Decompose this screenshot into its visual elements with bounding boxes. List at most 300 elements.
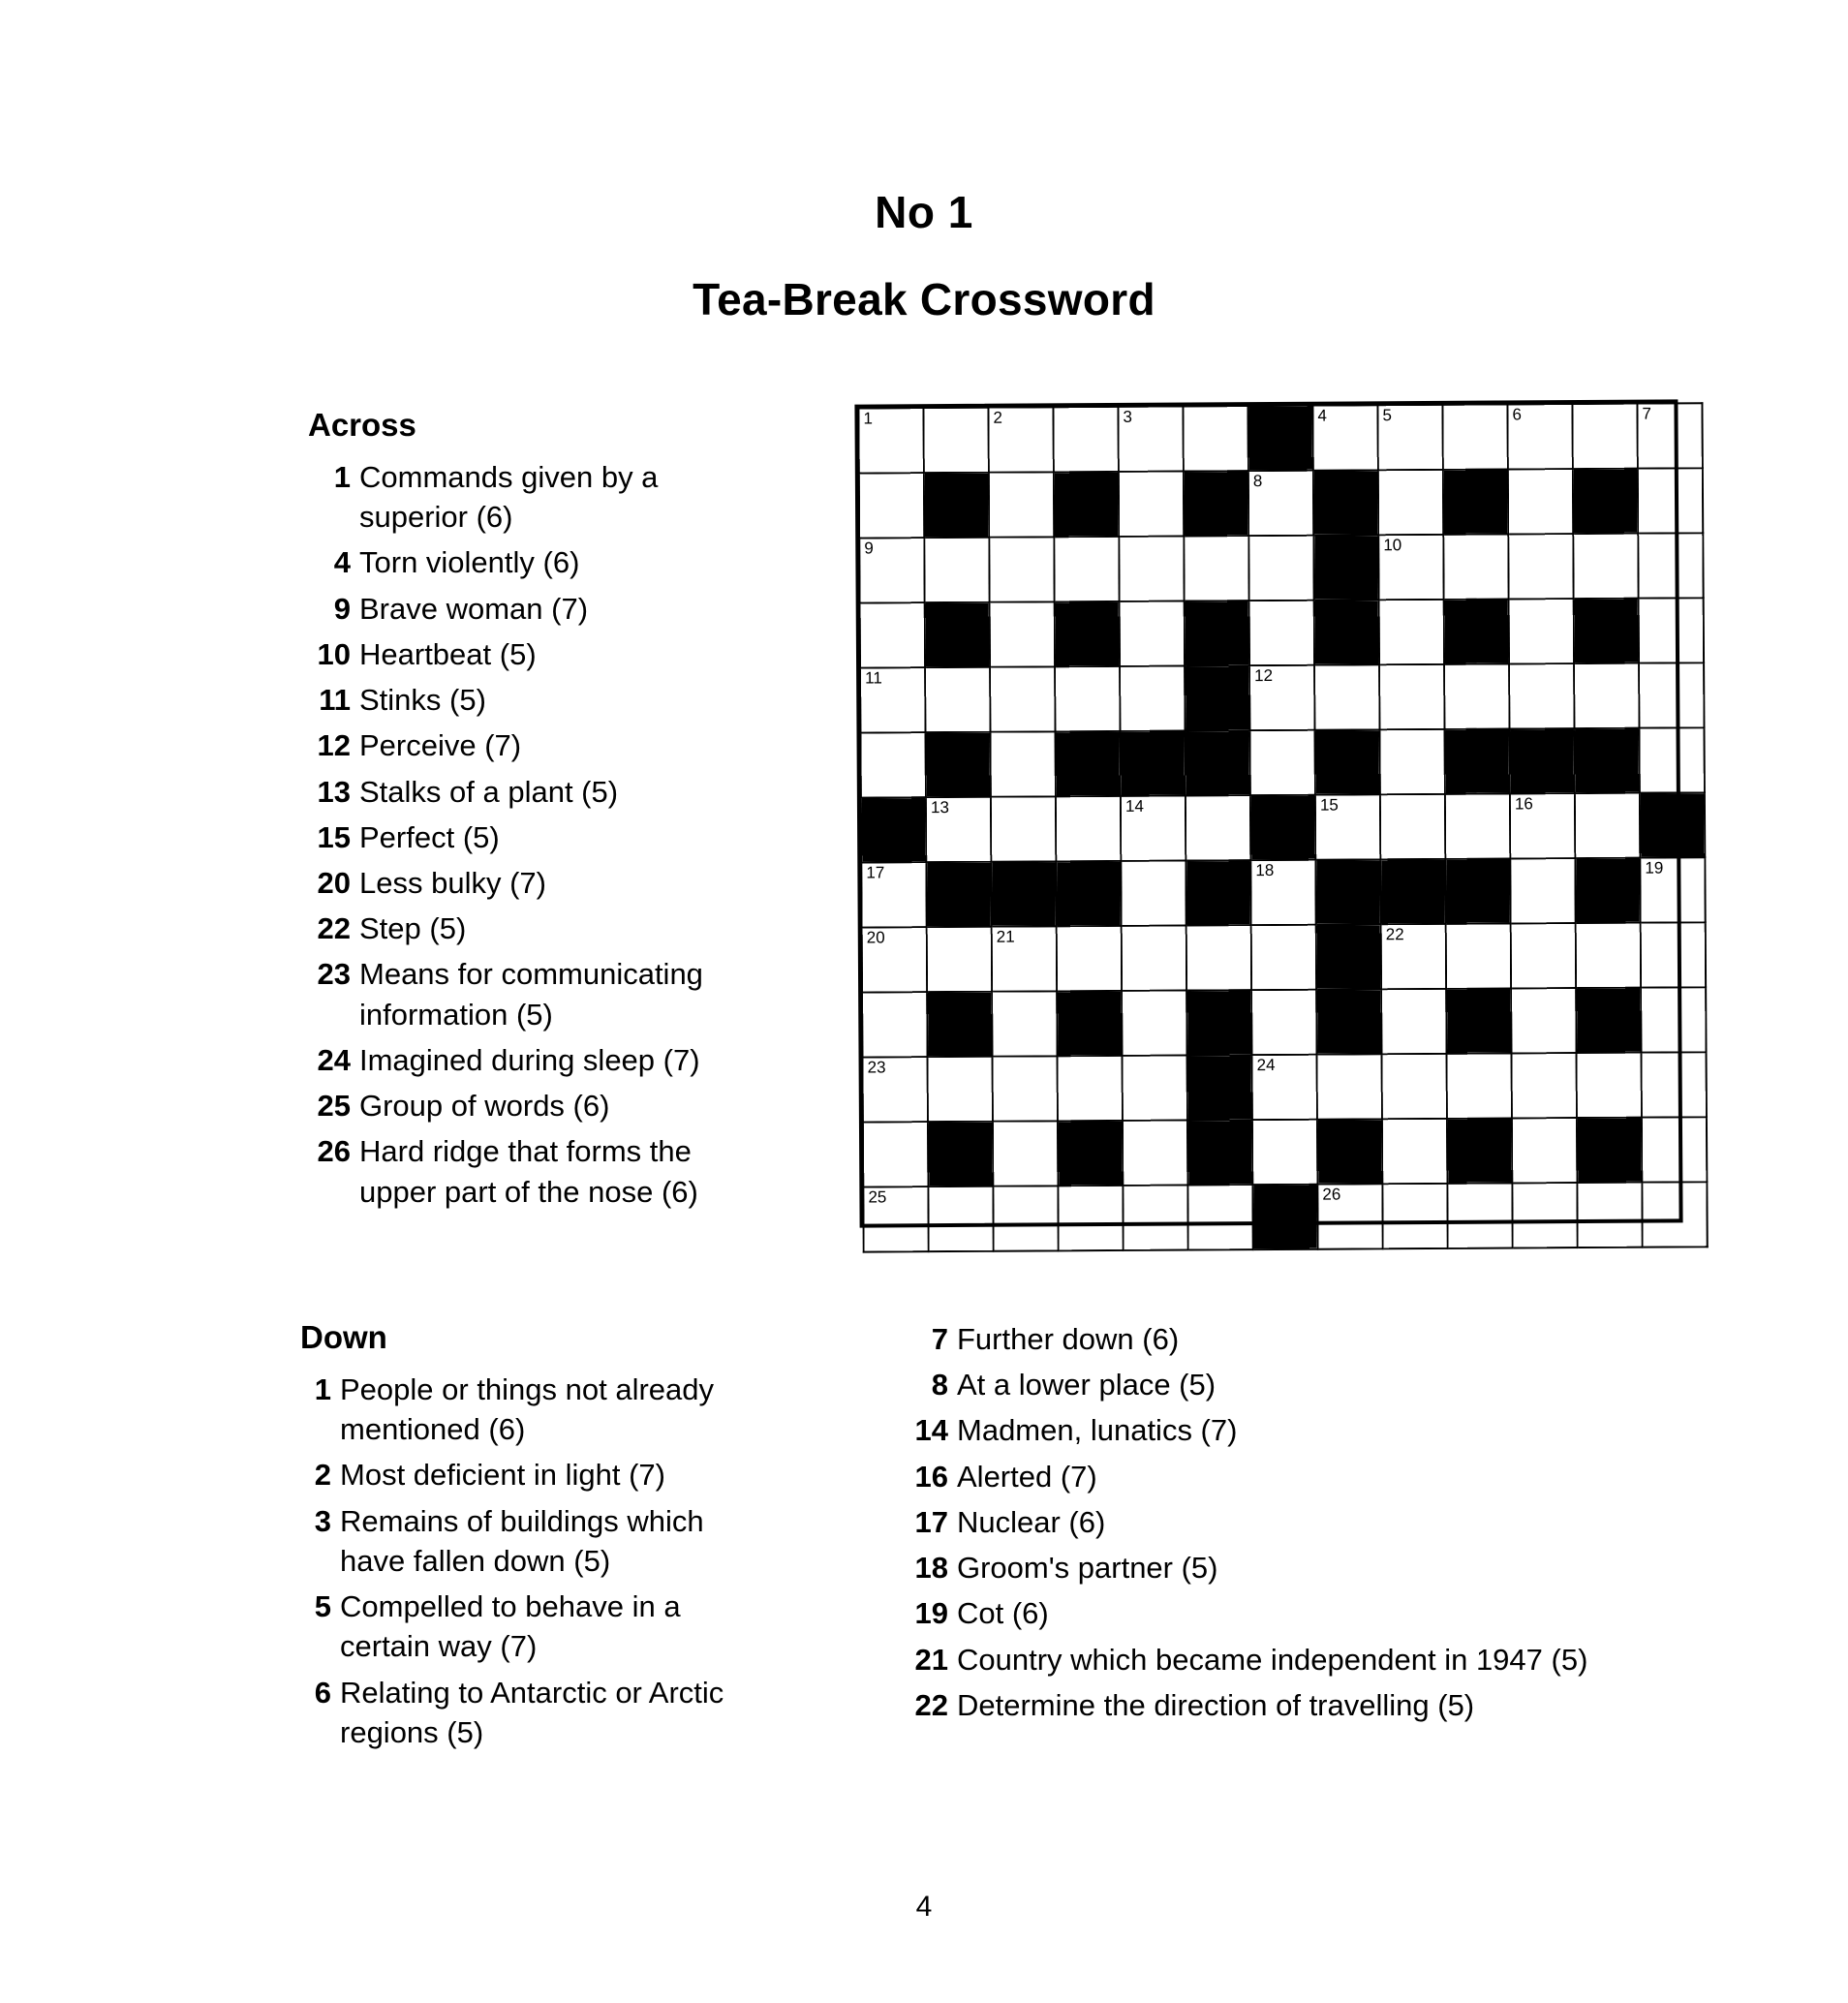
grid-cell-block bbox=[1447, 1118, 1512, 1183]
grid-cell[interactable] bbox=[1122, 926, 1186, 991]
clue-item bbox=[308, 457, 773, 537]
grid-cell[interactable] bbox=[1511, 923, 1576, 988]
grid-cell-number: 20 bbox=[866, 928, 885, 947]
grid-cell[interactable] bbox=[1639, 663, 1704, 727]
grid-cell[interactable] bbox=[1058, 1186, 1123, 1250]
grid-cell[interactable] bbox=[1184, 536, 1248, 601]
grid-cell-block bbox=[1185, 730, 1249, 795]
clue-text: Less bulky (7) bbox=[359, 865, 546, 900]
across-clues-section bbox=[308, 407, 773, 1217]
grid-cell[interactable] bbox=[1249, 601, 1314, 665]
grid-cell-number: 13 bbox=[930, 798, 949, 817]
grid-row bbox=[860, 598, 1704, 667]
clue-item bbox=[906, 1502, 1709, 1542]
clue-item bbox=[308, 1086, 773, 1125]
grid-cell-block bbox=[1120, 731, 1185, 796]
grid-cell[interactable] bbox=[1123, 1186, 1187, 1250]
grid-cell-number: 23 bbox=[867, 1058, 886, 1077]
clue-number: 10 bbox=[317, 636, 351, 671]
grid-cell-block bbox=[1186, 990, 1251, 1055]
grid-cell[interactable] bbox=[990, 731, 1055, 796]
grid-cell-number: 15 bbox=[1319, 795, 1339, 815]
clue-number: 13 bbox=[317, 774, 351, 809]
grid-row bbox=[860, 727, 1704, 797]
grid-cell[interactable] bbox=[1577, 1183, 1642, 1248]
clue-number: 22 bbox=[914, 1687, 948, 1722]
clue-number: 7 bbox=[931, 1322, 948, 1356]
grid-cell-block bbox=[1577, 1118, 1642, 1183]
clue-item bbox=[308, 1040, 773, 1080]
grid-cell[interactable] bbox=[1379, 664, 1444, 729]
grid-cell[interactable] bbox=[1507, 404, 1572, 469]
grid-cell[interactable] bbox=[1317, 1054, 1382, 1119]
grid-cell[interactable] bbox=[1380, 794, 1445, 859]
clue-number: 14 bbox=[914, 1413, 948, 1448]
grid-cell[interactable] bbox=[1446, 923, 1511, 988]
grid-cell[interactable] bbox=[1186, 795, 1250, 860]
grid-cell-number: 4 bbox=[1317, 406, 1328, 425]
clue-number: 4 bbox=[333, 545, 351, 580]
grid-cell-block bbox=[1250, 795, 1315, 860]
grid-cell[interactable] bbox=[1379, 729, 1444, 794]
clue-item bbox=[308, 863, 773, 903]
grid-cell-number: 14 bbox=[1124, 796, 1144, 816]
grid-cell-block bbox=[1187, 1120, 1252, 1185]
grid-cell[interactable] bbox=[1055, 666, 1120, 731]
grid-cell[interactable] bbox=[1378, 470, 1443, 535]
grid-row bbox=[861, 792, 1705, 862]
clue-item bbox=[906, 1365, 1709, 1404]
clue-number: 25 bbox=[317, 1089, 351, 1124]
grid-cell[interactable] bbox=[1641, 922, 1706, 987]
grid-cell[interactable] bbox=[1248, 536, 1313, 601]
grid-cell-number: 7 bbox=[1642, 404, 1652, 423]
grid-row bbox=[863, 1182, 1707, 1251]
grid-cell[interactable] bbox=[1119, 472, 1184, 537]
grid-cell[interactable] bbox=[858, 408, 923, 473]
grid-cell[interactable] bbox=[1447, 1183, 1512, 1248]
grid-cell-block bbox=[928, 1122, 993, 1186]
clue-text: Heartbeat (5) bbox=[359, 636, 537, 671]
grid-cell-block bbox=[1187, 1055, 1252, 1120]
grid-cell-number: 24 bbox=[1256, 1055, 1276, 1075]
grid-cell-number: 3 bbox=[1123, 407, 1133, 426]
grid-cell-number: 26 bbox=[1322, 1185, 1341, 1204]
grid-cell-block bbox=[1380, 859, 1445, 924]
grid-cell[interactable] bbox=[862, 927, 927, 992]
clue-number: 11 bbox=[319, 683, 351, 718]
clue-item bbox=[308, 589, 773, 629]
clue-item bbox=[308, 1131, 773, 1211]
grid-cell-block bbox=[1576, 988, 1641, 1053]
grid-cell[interactable] bbox=[1118, 407, 1183, 472]
grid-cell[interactable] bbox=[863, 1122, 928, 1186]
grid-cell[interactable] bbox=[860, 732, 925, 797]
grid-cell-number: 11 bbox=[865, 668, 882, 688]
clue-number: 8 bbox=[931, 1368, 948, 1402]
clue-text: Torn violently (6) bbox=[359, 545, 580, 580]
clue-text: Perceive (7) bbox=[359, 728, 522, 763]
grid-cell[interactable] bbox=[1447, 1053, 1512, 1118]
grid-cell-block bbox=[1316, 989, 1381, 1054]
clue-item bbox=[906, 1593, 1709, 1633]
grid-cell[interactable] bbox=[993, 1056, 1058, 1121]
clue-item bbox=[308, 725, 773, 765]
grid-row bbox=[862, 987, 1706, 1057]
clue-item bbox=[308, 772, 773, 812]
crossword-grid[interactable] bbox=[857, 402, 1679, 1224]
clue-item bbox=[308, 634, 773, 674]
grid-cell[interactable] bbox=[860, 602, 925, 667]
grid-cell-block bbox=[927, 992, 992, 1057]
grid-cell-block bbox=[1574, 599, 1639, 663]
grid-cell-block bbox=[1313, 470, 1378, 535]
grid-cell[interactable] bbox=[1640, 857, 1705, 922]
grid-cell[interactable] bbox=[992, 991, 1057, 1056]
clue-number: 21 bbox=[914, 1642, 948, 1677]
grid-cell-block bbox=[1185, 601, 1249, 665]
grid-cell[interactable] bbox=[1510, 793, 1575, 858]
grid-cell-block bbox=[1247, 406, 1312, 471]
grid-cell[interactable] bbox=[1576, 923, 1641, 988]
grid-cell[interactable] bbox=[1572, 404, 1637, 469]
grid-row bbox=[863, 1052, 1707, 1122]
grid-cell[interactable] bbox=[1249, 665, 1314, 730]
clue-text: People or things not already mentioned (6) bbox=[340, 1372, 715, 1447]
clue-text: Country which became independent in 1947 (5) bbox=[957, 1642, 1588, 1677]
grid-cell[interactable] bbox=[1574, 663, 1639, 728]
grid-cell-block bbox=[1444, 728, 1509, 793]
grid-cell[interactable] bbox=[928, 1057, 993, 1122]
grid-cell[interactable] bbox=[928, 1186, 993, 1251]
grid-cell-block bbox=[1446, 988, 1511, 1053]
grid-cell[interactable] bbox=[989, 537, 1054, 601]
clue-text: Madmen, lunatics (7) bbox=[957, 1413, 1238, 1448]
grid-cell[interactable] bbox=[1573, 534, 1638, 599]
clue-item bbox=[300, 1587, 755, 1666]
clue-text: Compelled to behave in a certain way (7) bbox=[340, 1589, 681, 1664]
clue-text: Relating to Antarctic or Arctic regions (5) bbox=[340, 1675, 724, 1749]
grid-row bbox=[860, 663, 1704, 732]
clue-text: Imagined during sleep (7) bbox=[359, 1042, 700, 1077]
grid-cell-number: 25 bbox=[868, 1187, 887, 1207]
grid-cell[interactable] bbox=[1510, 858, 1575, 923]
clue-item bbox=[906, 1640, 1709, 1679]
grid-cell[interactable] bbox=[1508, 534, 1573, 599]
grid-cell[interactable] bbox=[1443, 534, 1508, 599]
grid-cell[interactable] bbox=[863, 1057, 928, 1122]
grid-cell-number: 18 bbox=[1255, 860, 1275, 880]
grid-cell[interactable] bbox=[1186, 925, 1251, 990]
grid-cell-block bbox=[1313, 535, 1378, 600]
grid-cell[interactable] bbox=[1317, 1184, 1382, 1248]
grid-cell[interactable] bbox=[1639, 727, 1704, 792]
clue-number: 19 bbox=[914, 1596, 948, 1631]
grid-cell-block bbox=[925, 732, 990, 797]
grid-cell-block bbox=[1184, 471, 1248, 536]
grid-cell-number: 1 bbox=[863, 409, 874, 428]
down-heading: Down bbox=[300, 1319, 387, 1355]
clue-text: Remains of buildings which have fallen down (5) bbox=[340, 1503, 704, 1578]
down-clue-list-column-2 bbox=[906, 1319, 1709, 1725]
clue-number: 2 bbox=[314, 1458, 331, 1493]
grid-row bbox=[859, 533, 1703, 602]
grid-cell-number: 8 bbox=[1252, 472, 1263, 491]
grid-cell[interactable] bbox=[1382, 1054, 1447, 1119]
grid-cell-block bbox=[1056, 861, 1121, 926]
grid-cell-block bbox=[1314, 600, 1379, 664]
grid-cell[interactable] bbox=[1057, 926, 1122, 991]
page-number: 4 bbox=[915, 1891, 933, 1923]
grid-cell[interactable] bbox=[1512, 1053, 1577, 1118]
grid-cell[interactable] bbox=[1252, 1055, 1317, 1120]
grid-cell-block bbox=[991, 861, 1056, 926]
clue-text: Cot (6) bbox=[957, 1596, 1049, 1631]
across-clue-list bbox=[308, 457, 773, 1212]
clue-text: Determine the direction of travelling (5) bbox=[957, 1687, 1475, 1722]
grid-cell-number: 5 bbox=[1382, 406, 1393, 425]
grid-cell[interactable] bbox=[1642, 1182, 1707, 1247]
grid-cell[interactable] bbox=[1121, 796, 1186, 861]
grid-cell-block bbox=[1509, 728, 1574, 793]
grid-cell-number: 10 bbox=[1383, 536, 1402, 555]
clue-item bbox=[300, 1370, 755, 1449]
grid-cell[interactable] bbox=[1120, 601, 1185, 666]
clue-item bbox=[906, 1685, 1709, 1725]
clue-number: 12 bbox=[317, 728, 351, 763]
grid-cell[interactable] bbox=[1575, 793, 1640, 858]
grid-cell[interactable] bbox=[1252, 1120, 1317, 1185]
clue-item bbox=[300, 1501, 755, 1581]
grid-cell[interactable] bbox=[1381, 924, 1446, 989]
grid-cell-block bbox=[1054, 472, 1119, 537]
grid-cell[interactable] bbox=[860, 667, 925, 732]
clue-text: Brave woman (7) bbox=[359, 591, 589, 626]
grid-cell[interactable] bbox=[1577, 1053, 1642, 1118]
grid-cell[interactable] bbox=[1642, 1117, 1707, 1182]
clue-text: Group of words (6) bbox=[359, 1089, 610, 1124]
grid-cell-number: 9 bbox=[864, 539, 874, 558]
clue-item bbox=[300, 1455, 755, 1495]
grid-cell[interactable] bbox=[1315, 794, 1380, 859]
grid-cell[interactable] bbox=[1442, 404, 1507, 469]
clue-item bbox=[906, 1548, 1709, 1587]
grid-cell[interactable] bbox=[1512, 1183, 1577, 1248]
grid-cell-block bbox=[1444, 599, 1509, 663]
grid-cell-block bbox=[1055, 601, 1120, 666]
grid-cell[interactable] bbox=[993, 1186, 1058, 1250]
grid-cell-block bbox=[1314, 729, 1379, 794]
grid-cell[interactable] bbox=[1120, 666, 1185, 731]
down-clues-section bbox=[300, 1319, 755, 1758]
grid-cell[interactable] bbox=[863, 1186, 928, 1251]
grid-cell[interactable] bbox=[1187, 1185, 1252, 1249]
grid-cell[interactable] bbox=[1123, 1121, 1187, 1186]
clue-number: 18 bbox=[914, 1551, 948, 1586]
clue-item bbox=[906, 1410, 1709, 1450]
clue-item bbox=[308, 954, 773, 1033]
grid-cell-block bbox=[924, 473, 989, 538]
clue-number: 3 bbox=[314, 1503, 331, 1538]
grid-cell[interactable] bbox=[1122, 991, 1186, 1056]
grid-cell-number: 6 bbox=[1512, 405, 1523, 424]
clue-number: 6 bbox=[314, 1675, 331, 1710]
grid-cell[interactable] bbox=[1123, 1056, 1187, 1121]
grid-cell[interactable] bbox=[1378, 535, 1443, 600]
grid-cell[interactable] bbox=[1641, 987, 1706, 1052]
grid-cell[interactable] bbox=[1637, 403, 1702, 468]
page-title: Tea-Break Crossword bbox=[693, 274, 1155, 324]
clue-text: Nuclear (6) bbox=[957, 1504, 1106, 1539]
grid-cell[interactable] bbox=[1249, 730, 1314, 795]
clue-text: Step (5) bbox=[359, 911, 467, 946]
grid-cell[interactable] bbox=[1183, 406, 1247, 471]
grid-cell[interactable] bbox=[923, 408, 988, 473]
clue-item bbox=[308, 909, 773, 948]
grid-cell-block bbox=[1443, 469, 1508, 534]
grid-cell-block bbox=[1315, 859, 1380, 924]
down-clue-list-column-1 bbox=[300, 1370, 755, 1752]
grid-cell-block bbox=[1055, 731, 1120, 796]
clue-item bbox=[308, 680, 773, 720]
clue-text: Commands given by a superior (6) bbox=[359, 460, 659, 535]
clue-item bbox=[300, 1673, 755, 1752]
clue-number: 1 bbox=[314, 1372, 331, 1406]
clue-item bbox=[906, 1319, 1709, 1359]
grid-cell[interactable] bbox=[1639, 598, 1704, 663]
grid-cell[interactable] bbox=[859, 538, 924, 602]
grid-cell-block bbox=[1317, 1119, 1382, 1184]
grid-cell-number: 19 bbox=[1645, 858, 1664, 878]
grid-cell[interactable] bbox=[1248, 471, 1313, 536]
clue-text: Stalks of a plant (5) bbox=[359, 774, 619, 809]
grid-cell[interactable] bbox=[990, 601, 1055, 666]
grid-cell[interactable] bbox=[991, 796, 1056, 861]
grid-row bbox=[859, 468, 1703, 538]
grid-cell[interactable] bbox=[925, 667, 990, 732]
clue-number: 9 bbox=[333, 591, 351, 626]
grid-cell-block bbox=[1445, 858, 1510, 923]
grid-cell[interactable] bbox=[1379, 600, 1444, 664]
grid-cell[interactable] bbox=[1382, 1119, 1447, 1184]
clue-number: 15 bbox=[317, 819, 351, 854]
clue-number: 1 bbox=[333, 460, 351, 494]
clue-number: 20 bbox=[317, 865, 351, 900]
grid-cell[interactable] bbox=[924, 538, 989, 602]
grid-cell[interactable] bbox=[1508, 469, 1573, 534]
grid-cell[interactable] bbox=[1382, 1184, 1447, 1248]
grid-cell[interactable] bbox=[1377, 405, 1442, 470]
grid-row bbox=[863, 1117, 1707, 1186]
grid-cell-number: 17 bbox=[866, 863, 885, 882]
grid-cell[interactable] bbox=[989, 472, 1054, 537]
grid-cell[interactable] bbox=[1638, 533, 1703, 598]
grid-row bbox=[858, 403, 1702, 473]
grid-cell[interactable] bbox=[1314, 664, 1379, 729]
grid-cell-block bbox=[1316, 924, 1381, 989]
grid-cell-block bbox=[1575, 858, 1640, 923]
grid-cell[interactable] bbox=[1511, 988, 1576, 1053]
clue-item bbox=[308, 542, 773, 582]
clue-text: Groom's partner (5) bbox=[957, 1551, 1218, 1586]
grid-row bbox=[861, 857, 1705, 927]
grid-cell[interactable] bbox=[1512, 1118, 1577, 1183]
across-heading: Across bbox=[308, 407, 416, 443]
clue-text: Stinks (5) bbox=[359, 683, 486, 718]
grid-cell[interactable] bbox=[1509, 599, 1574, 663]
clue-text: Perfect (5) bbox=[359, 819, 500, 854]
grid-cell-number: 21 bbox=[996, 927, 1015, 946]
grid-cell[interactable] bbox=[1251, 925, 1316, 990]
grid-cell[interactable] bbox=[1056, 796, 1121, 861]
clue-text: At a lower place (5) bbox=[957, 1368, 1217, 1402]
clue-number: 17 bbox=[914, 1504, 948, 1539]
grid-cell-block bbox=[1057, 991, 1122, 1056]
clue-number: 24 bbox=[317, 1042, 351, 1077]
grid-cell[interactable] bbox=[1119, 537, 1184, 601]
grid-cell-block bbox=[1252, 1185, 1317, 1249]
clue-number: 22 bbox=[317, 911, 351, 946]
clue-text: Alerted (7) bbox=[957, 1459, 1097, 1494]
grid-cell-block bbox=[925, 602, 990, 667]
grid-cell[interactable] bbox=[859, 473, 924, 538]
down-clues-section-continued bbox=[906, 1319, 1709, 1731]
grid-cell[interactable] bbox=[1312, 405, 1377, 470]
grid-cell[interactable] bbox=[1250, 860, 1315, 925]
clue-text: Most deficient in light (7) bbox=[340, 1458, 665, 1493]
clue-text: Hard ridge that forms the upper part of the nose (6) bbox=[359, 1134, 698, 1209]
grid-cell[interactable] bbox=[926, 797, 991, 862]
grid-cell[interactable] bbox=[1054, 537, 1119, 601]
grid-cell-block bbox=[1058, 1121, 1123, 1186]
grid-cell[interactable] bbox=[990, 666, 1055, 731]
grid-cell-number: 12 bbox=[1254, 665, 1274, 686]
clue-item bbox=[308, 817, 773, 857]
grid-cell[interactable] bbox=[1444, 663, 1509, 728]
grid-cell[interactable] bbox=[927, 927, 992, 992]
grid-cell-block bbox=[1573, 469, 1638, 534]
grid-cell[interactable] bbox=[1053, 407, 1118, 472]
clue-number: 5 bbox=[314, 1589, 331, 1624]
clue-number: 23 bbox=[317, 957, 351, 992]
grid-cell[interactable] bbox=[1445, 793, 1510, 858]
grid-cell-block bbox=[1640, 792, 1705, 857]
grid-cell[interactable] bbox=[993, 1121, 1058, 1186]
clue-item bbox=[906, 1457, 1709, 1496]
grid-cell[interactable] bbox=[861, 862, 926, 927]
grid-cell-number: 2 bbox=[993, 408, 1003, 427]
clue-text: Means for communicating information (5) bbox=[359, 957, 703, 1032]
grid-cell[interactable] bbox=[1121, 861, 1186, 926]
grid-cell[interactable] bbox=[1638, 468, 1703, 533]
grid-cell[interactable] bbox=[1251, 990, 1316, 1055]
grid-cell[interactable] bbox=[992, 926, 1057, 991]
grid-cell-number: 22 bbox=[1385, 925, 1404, 944]
grid-cell[interactable] bbox=[1381, 989, 1446, 1054]
grid-cell[interactable] bbox=[862, 992, 927, 1057]
grid-row bbox=[862, 922, 1706, 992]
clue-number: 16 bbox=[914, 1459, 948, 1494]
grid-cell[interactable] bbox=[1509, 663, 1574, 728]
puzzle-number: No 1 bbox=[875, 187, 973, 237]
grid-cell[interactable] bbox=[1642, 1052, 1707, 1117]
clue-text: Further down (6) bbox=[957, 1322, 1180, 1356]
grid-cell[interactable] bbox=[988, 407, 1053, 472]
grid-cell-number: 16 bbox=[1514, 794, 1533, 814]
grid-cell-block bbox=[861, 797, 926, 862]
grid-cell[interactable] bbox=[1058, 1056, 1123, 1121]
grid-cell-block bbox=[1185, 665, 1249, 730]
